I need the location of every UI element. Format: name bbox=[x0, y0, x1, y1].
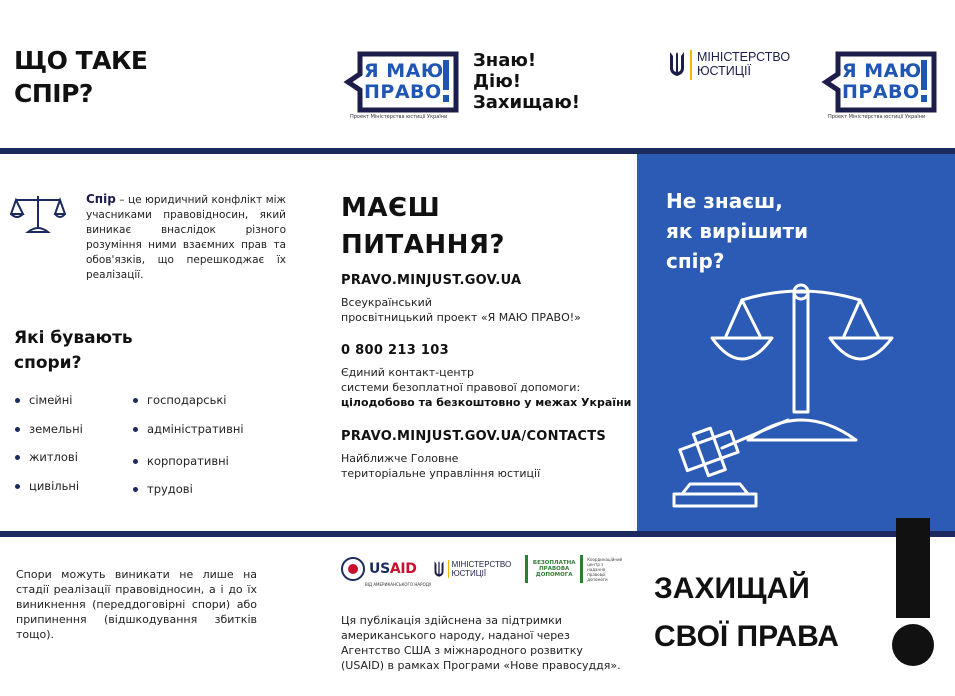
bullet-icon bbox=[15, 398, 20, 403]
bullet-icon bbox=[15, 455, 20, 460]
ministry-divider bbox=[690, 50, 692, 80]
definition-body: – це юридичний конфлікт між учасниками правовідносин, який виникає внаслідок різного розуміння ними взаємних прав та обов'язків, що перешкоджає їх реалізації. bbox=[86, 194, 286, 281]
bullet-icon bbox=[133, 427, 138, 432]
logo-subtitle: Проект Міністерства юстиції України bbox=[350, 114, 448, 120]
logo-right-line-2: ПРАВО bbox=[842, 81, 920, 103]
slogan-line-3: Захищаю! bbox=[473, 92, 580, 113]
logo-right-line-1: Я МАЮ bbox=[842, 60, 922, 82]
list-item bbox=[15, 450, 78, 464]
partner-logos bbox=[341, 555, 623, 583]
ministry-of-justice-logo bbox=[668, 50, 790, 80]
list-item bbox=[15, 479, 79, 493]
bullet-icon bbox=[133, 398, 138, 403]
bottom-divider-stripe bbox=[0, 531, 955, 537]
dispute-type: цивільні bbox=[29, 479, 80, 493]
blue-panel-heading bbox=[666, 186, 808, 276]
usaid-logo: USAID bbox=[369, 561, 417, 577]
ministry-small-line-1: МІНІСТЕРСТВО bbox=[451, 560, 512, 569]
site-description bbox=[341, 295, 581, 325]
definition-text bbox=[86, 192, 286, 283]
definition-term: Спір bbox=[86, 192, 116, 206]
ministry-small-divider bbox=[448, 560, 449, 578]
ya-mayu-pravo-logo bbox=[342, 50, 464, 120]
publication-note: Ця публікація здійснена за підтримки американського народу, наданої через Агентство США з міжнародного розвитку (USAID) в рамках Програми «Нове правосуддя». bbox=[341, 614, 621, 672]
dispute-type: адміністративні bbox=[147, 422, 244, 436]
hotline-description bbox=[341, 365, 631, 410]
questions-heading-line-1: МАЄШ bbox=[341, 193, 441, 223]
types-heading-line-1: Які бувають bbox=[14, 328, 133, 348]
list-item bbox=[15, 422, 83, 436]
usaid-subtitle: ВІД АМЕРИКАНСЬКОГО НАРОДУ bbox=[365, 582, 432, 587]
dispute-type: сімейні bbox=[29, 393, 73, 407]
site-description-line-1: Всеукраїнський bbox=[341, 296, 432, 309]
questions-heading-line-2: ПИТАННЯ? bbox=[341, 230, 505, 260]
blue-heading-line-1: Не знаєш, bbox=[666, 189, 783, 213]
trident-icon bbox=[668, 50, 686, 78]
free-legal-aid-logo bbox=[525, 555, 623, 583]
title-line-1: ЩО ТАКЕ bbox=[14, 46, 148, 75]
blue-heading-line-2: як вирішити bbox=[666, 219, 809, 243]
scales-and-gavel-icon bbox=[660, 280, 920, 520]
dispute-note: Спори можуть виникати не лише на стадії реалізації правовідносин, а і до їх виникнення (переддоговірні спори) або припинення (відшкодування збитків тощо). bbox=[16, 568, 257, 641]
ya-mayu-pravo-logo-right bbox=[820, 50, 942, 120]
exclamation-bar-icon bbox=[896, 518, 930, 618]
site-link[interactable]: PRAVO.MINJUST.GOV.UA bbox=[341, 273, 522, 288]
ministry-line-2: ЮСТИЦІЇ bbox=[697, 64, 751, 78]
logo-line-2: ПРАВО bbox=[364, 81, 442, 103]
free-legal-aid-subtitle: Координаційний центр з надання правової допомоги bbox=[587, 556, 623, 582]
list-item bbox=[15, 393, 72, 407]
contacts-description-line-1: Найближче Головне bbox=[341, 452, 459, 465]
questions-heading bbox=[341, 190, 505, 264]
hotline-description-line-2: системи безоплатної правової допомоги: bbox=[341, 381, 581, 394]
slogan bbox=[473, 50, 580, 113]
usaid-seal-icon bbox=[341, 557, 365, 581]
defend-rights-heading bbox=[654, 565, 839, 661]
scales-icon bbox=[10, 192, 66, 236]
exclamation-dot-icon bbox=[892, 624, 934, 666]
bullet-icon bbox=[15, 427, 20, 432]
bullet-icon bbox=[15, 484, 20, 489]
trident-icon bbox=[433, 560, 445, 578]
list-item bbox=[133, 482, 193, 496]
bullet-icon bbox=[133, 487, 138, 492]
logo-right-subtitle: Проект Міністерства юстиції України bbox=[828, 114, 926, 120]
page-title bbox=[14, 44, 148, 110]
defend-line-1: ЗАХИЩАЙ bbox=[654, 572, 810, 605]
slogan-line-1: Знаю! bbox=[473, 50, 537, 71]
ministry-small-logo bbox=[433, 560, 512, 578]
list-item bbox=[133, 422, 244, 436]
list-item bbox=[133, 393, 227, 407]
contacts-description bbox=[341, 451, 540, 481]
ministry-small-line-2: ЮСТИЦІЇ bbox=[451, 569, 487, 578]
bullet-icon bbox=[133, 459, 138, 464]
list-item bbox=[133, 454, 229, 468]
blue-heading-line-3: спір? bbox=[666, 249, 725, 273]
site-description-line-2: просвітницький проект «Я МАЮ ПРАВО!» bbox=[341, 311, 581, 324]
contacts-link[interactable]: PRAVO.MINJUST.GOV.UA/CONTACTS bbox=[341, 429, 607, 444]
dispute-type: трудові bbox=[147, 482, 193, 496]
free-legal-aid-mark: БЕЗОПЛАТНА ПРАВОВА ДОПОМОГА bbox=[525, 555, 583, 583]
slogan-line-2: Дію! bbox=[473, 71, 521, 92]
dispute-type: земельні bbox=[29, 422, 83, 436]
title-line-2: СПІР? bbox=[14, 79, 93, 108]
hotline-description-line-3: цілодобово та безкоштовно у межах України bbox=[341, 396, 632, 409]
ministry-line-1: МІНІСТЕРСТВО bbox=[697, 50, 791, 64]
dispute-type: житлові bbox=[29, 450, 78, 464]
hotline-phone[interactable]: 0 800 213 103 bbox=[341, 343, 449, 358]
dispute-type: господарські bbox=[147, 393, 227, 407]
hotline-description-line-1: Єдиний контакт-центр bbox=[341, 366, 474, 379]
types-heading-line-2: спори? bbox=[14, 353, 82, 373]
dispute-type: корпоративні bbox=[147, 454, 229, 468]
defend-line-2: СВОЇ ПРАВА bbox=[654, 620, 839, 653]
types-heading bbox=[14, 326, 133, 376]
logo-line-1: Я МАЮ bbox=[364, 60, 444, 82]
contacts-description-line-2: територіальне управління юстиції bbox=[341, 467, 541, 480]
